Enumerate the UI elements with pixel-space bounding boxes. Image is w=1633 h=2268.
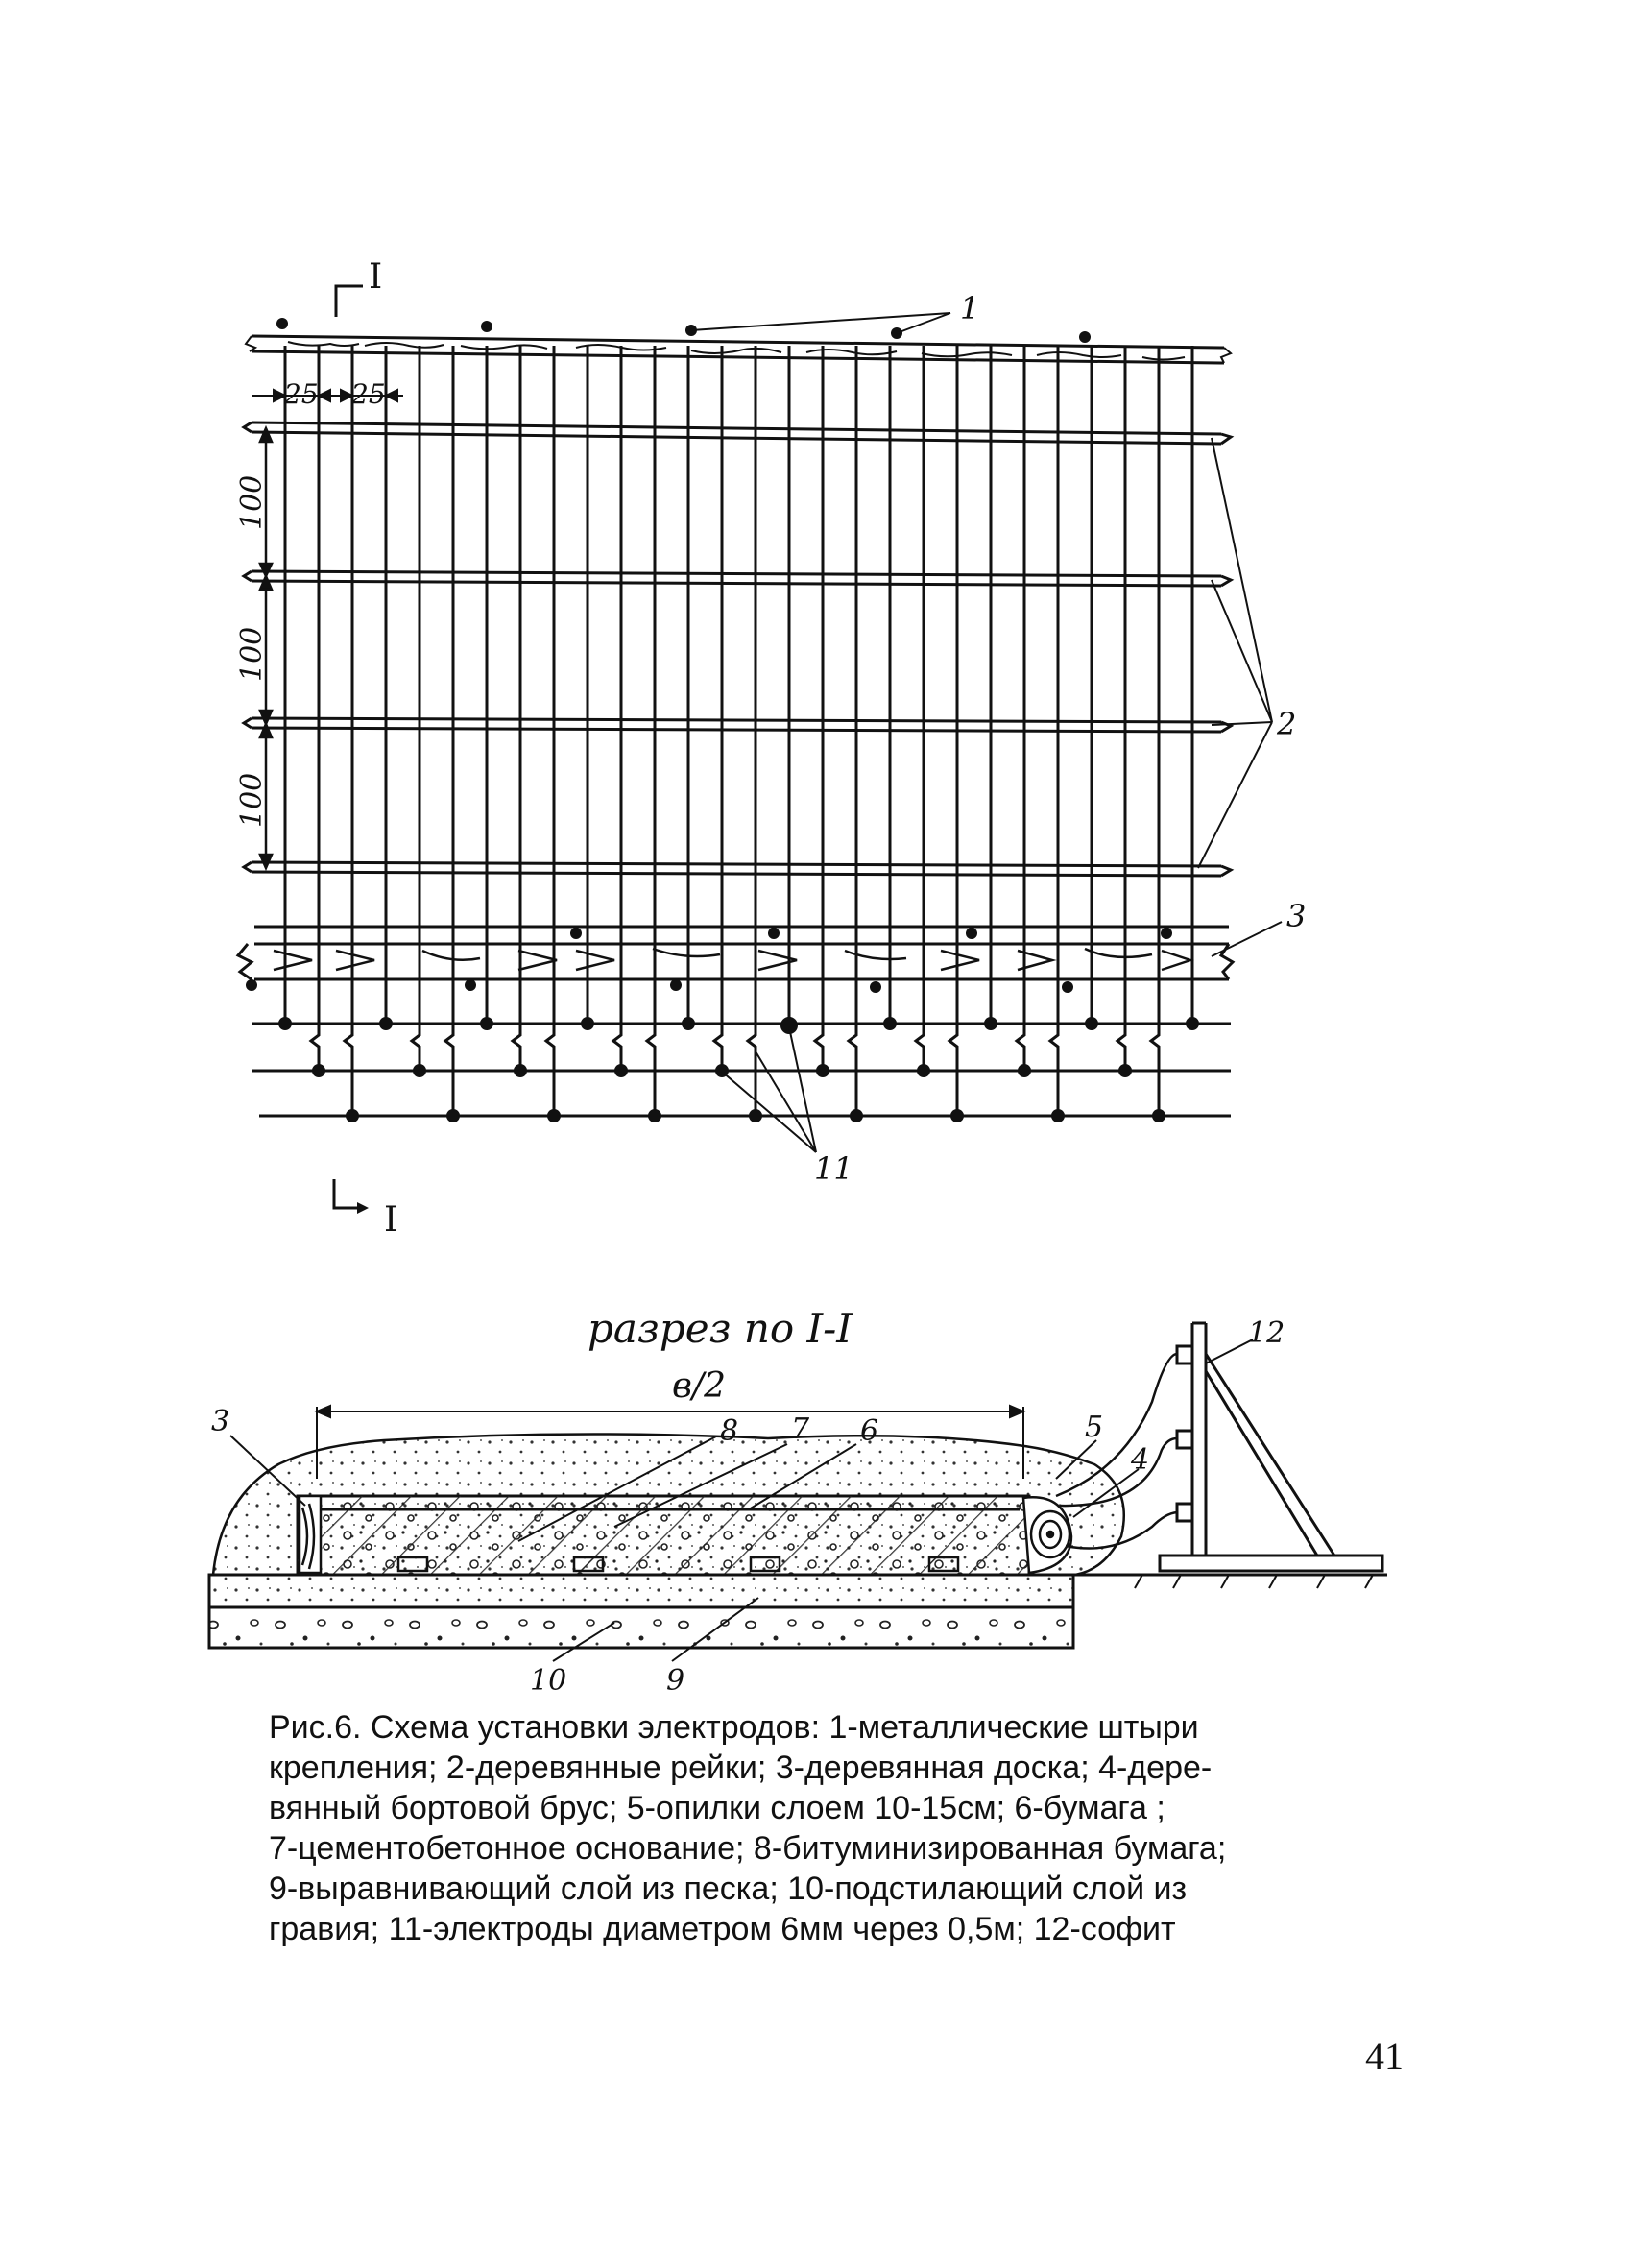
section-mark-bottom — [334, 1179, 365, 1208]
caption-line: 7-цементобетонное основание; 8-битуминизированная бумага; — [269, 1830, 1227, 1867]
caption-line: вянный бортовой брус; 5-опилки слоем 10-15см; 6-бумага ; — [269, 1790, 1165, 1826]
section-callout-10: 10 — [530, 1664, 567, 1698]
caption-line: гравия; 11-электроды диаметром 6мм через 0,5м; 12-софит — [269, 1911, 1176, 1947]
section-callout-4: 4 — [1131, 1443, 1150, 1477]
section-mark-top-label: I — [369, 257, 383, 297]
spacing-label-b: 25 — [351, 378, 386, 410]
ground-hatch — [1135, 1575, 1373, 1588]
section-callout-9: 9 — [666, 1664, 685, 1698]
section-mark-bottom-label: I — [384, 1200, 398, 1240]
electrode-lines — [285, 346, 1192, 1020]
figure-caption — [269, 1707, 1392, 1949]
section-callout-5: 5 — [1085, 1411, 1104, 1444]
spacing-label-a: 25 — [284, 378, 319, 410]
gravel-layer — [209, 1607, 1073, 1648]
section-callout-7: 7 — [791, 1412, 810, 1446]
callout-label-2: 2 — [1277, 706, 1297, 742]
section-callout-6: 6 — [860, 1414, 879, 1448]
row-dimension-label-2: 100 — [235, 626, 269, 682]
callout-label-1: 1 — [960, 290, 980, 326]
left-board-end — [300, 1496, 321, 1573]
section-mark-top — [336, 286, 363, 317]
cross-section-view — [209, 1305, 1387, 1698]
plan-view — [235, 257, 1306, 1240]
soffit-rack — [1160, 1323, 1382, 1571]
section-callout-8: 8 — [720, 1414, 739, 1448]
row-dimension-label-1: 100 — [235, 474, 269, 530]
section-callout-12: 12 — [1248, 1316, 1285, 1350]
caption-line: 9-выравнивающий слой из песка; 10-подстилающий слой из — [269, 1870, 1188, 1907]
wooden-slats — [244, 422, 1231, 876]
section-title: разрез по I-I — [588, 1305, 853, 1352]
bus-jumpers — [311, 1020, 1159, 1116]
callout-label-11: 11 — [814, 1150, 853, 1187]
sand-layer — [209, 1575, 1073, 1607]
section-width-label: в/2 — [672, 1366, 726, 1406]
section-callout-3: 3 — [211, 1405, 230, 1438]
bus-lines — [252, 1024, 1231, 1116]
caption-line: Рис.6. Схема установки электродов: 1-металлические штыри — [269, 1709, 1199, 1746]
page-number: 41 — [1365, 2035, 1404, 2078]
callout-label-3: 3 — [1286, 898, 1307, 934]
caption-line: крепления; 2-деревянные рейки; 3-деревянная доска; 4-дере- — [269, 1749, 1213, 1786]
row-dimension-label-3: 100 — [235, 772, 269, 828]
